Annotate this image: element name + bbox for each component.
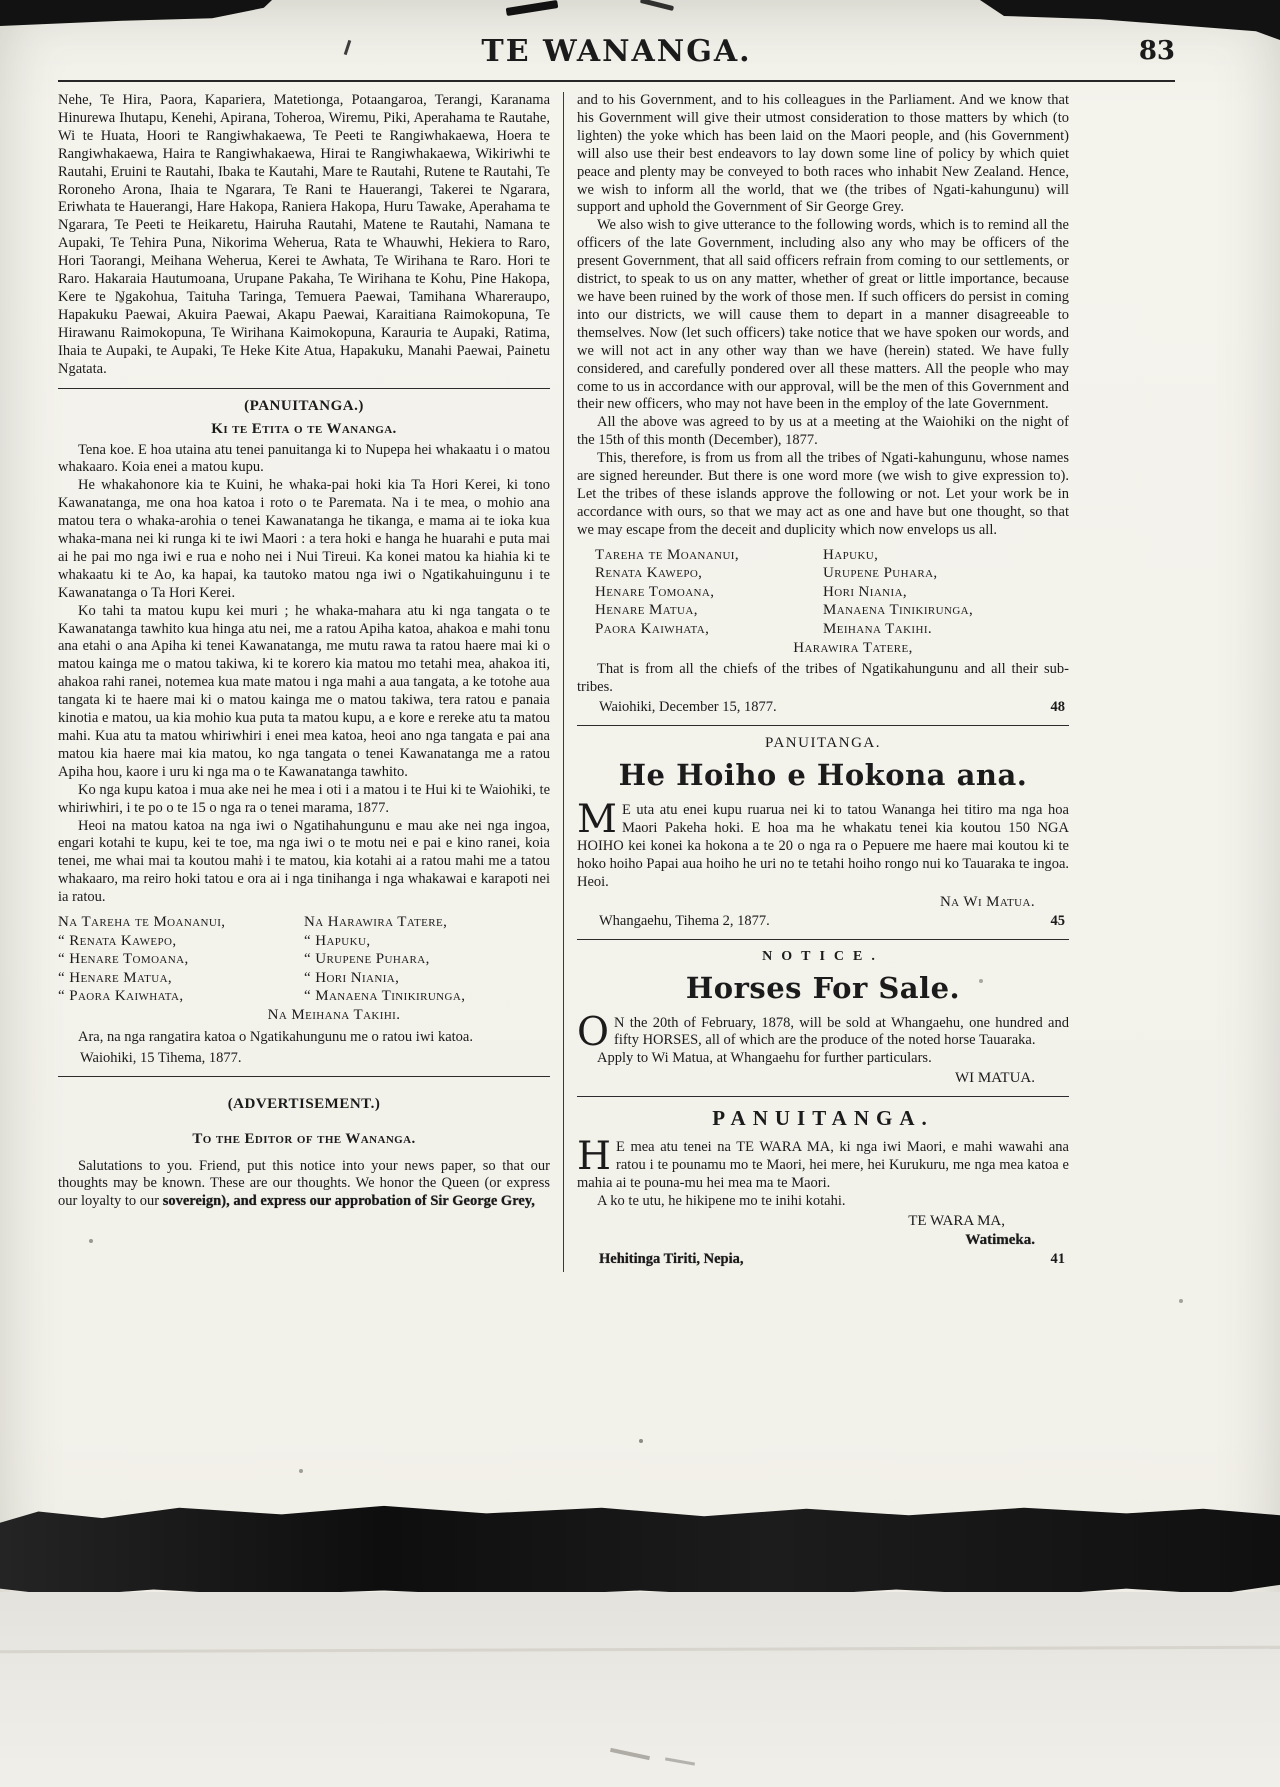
signature-name: “ Henare Tomoana, [58,951,189,968]
signature-name: Harawira Tatere, [793,639,913,656]
signature-name: Hori Niania, [823,583,908,600]
signature-name: Urupene Puhara, [823,565,938,582]
scan-artifact-bottom-band [0,1504,1280,1598]
item-number: 48 [1050,699,1065,716]
section-rule [577,1096,1069,1097]
signature-name: “ Renata Kawepo, [58,932,177,949]
signature-name: Tareha te Moananui, [595,546,740,563]
horse-ad-text: E uta atu enei kupu ruarua nei ki to tatou Wananga hei titiro ma nga hoa Maori Pakeha hoki. E hoa ma he whakatu tenei kia koutou 150 NGA HOIHO kei konei ka hokona a te 20 o nga ra o Pepuere me haere mai koutou ki te hoko hoiho Papai aua hoiho he uri no te tetahi hoiho rongo nui ko Tauaraka te ingoa. Heoi. [577,802,1069,890]
names-paragraph: Nehe, Te Hira, Paora, Kapariera, Matetionga, Potaangaroa, Terangi, Karanama Hinurewa Ihutapu, Kenehi, Apirana, Toheroa, Wiremu, Piki, Aperahama te Rautahe, Wi te Huata, Hoori te Rangiwhakaewa, Te Peeti te Rangiwhakaewa, Hoera te Rangiwhakaewa, Haira te Rangiwhakaewa, Hirai te Rangiwhakaewa, Wikiriwhi te Rautahi, Eruini te Rautahi, Ibaka te Kautahi, Mare te Rautahi, Rutene te Rautahi, Te Roroneho Arona, Ihaia te Ngarara, Te Rani te Hauerangi, Takerei te Ngarara, Eriwhata te Hauerangi, Hare Hakopa, Raniera Hakopa, Huru Tawake, Aperahama te Ngarara, Te Peeti te Heikaretu, Hairuha Rautahi, Matene te Rautahi, Namana te Aupaki, Te Tehira Puna, Nikorima Weherua, Rata te Whauwhi, Hekiera to Raro, Hori Taorangi, Meihana Weherua, Kerei te Awhata, Te Wirihana te Raro. Hori te Raro. Hakaraia Hautumoana, Urupane Pakaha, Te Wirihana te Kohu, Pine Hakopa, Kere te Ngakohua, Taituha Taringa, Temuera Paewai, Tamihana Whareraupo, Hapakuku Paewai, Akuira Paewai, Akapu Paewai, Karaitiana Raimokopuna, Te Hirawanu Raimokopuna, Te Wirihana Kaimokopuna, Karauria te Aupaki, Ratima, Ihaia te Aupaki, te Aupaki, Te Heke Kite Atua, Hapakuku, Manahi Paewai, Painetu Ngatata. [58,92,550,377]
scan-artifact-dash [506,0,559,16]
signature-name: “ Hapuku, [304,932,371,949]
advertisement-paragraph [58,1158,550,1212]
signature-column [577,546,823,639]
signature-name: “ Henare Matua, [58,969,173,986]
signature-name: Renata Kawepo, [595,565,703,582]
right-column [577,92,1069,1272]
paragraph: He whakahonore kia te Kuini, he whaka-pai hoki kia Ta Hori Kerei, ki tono Kawanatanga, me ona hoa katoa i roto o te Paremata. Na i te mea, o mohio ana matou tera o whaka-arohia o tenei Kawanatanga he tikanga, e mama ai te ioka kua whaka-mana nei ki runga ki te iwi Maori : a tera hoki e hanga he huarahi e puta mai ai he pai mo nga iwi e rua e noho nei i Nui Tireui. Ka konei matou ka hiahia ki te whakaatu ki te Ao, ka hapai, ka tautoko matou nga iwi o Ngatikahuingunu i te Kawanatanga o Ta Hori Kerei. [58,477,550,601]
dateline: Waiohiki, 15 Tihema, 1877. [80,1049,242,1066]
address-line: Hehitinga Tiriti, Nepia, [599,1250,744,1267]
horse-ad-heading: He Hoiho e Hokona ana. [618,758,1028,793]
paragraph: Heoi na matou katoa na nga iwi o Ngatihahungunu e mau ake nei nga ingoa, engari kotahi te kupu, kei te toe, ma nga iwi o te motu nei e pai e kino ranei, koia tenei, me whai mai ta koutou mahi i te matou, kia kotahi ai a ratou mahi me a tatou whakaaro, ma reiro hoki tatou e ora ai i nga tinihanga i nga whakawai e karapoti nei ia ratou. [58,817,550,906]
closing-line: That is from all the chiefs of the tribes of Ngatikahungunu and all their sub-tribes. [577,661,1069,696]
signature-name: Henare Matua, [595,602,698,619]
signature-name: Na Wi Matua. [939,893,1035,910]
price-line: A ko te utu, he hikipene mo te inihi kotahi. [597,1193,846,1209]
column-divider-rule [563,92,564,1272]
signature-name: Na Meihana Takihi. [267,1007,401,1024]
notice-label: NOTICE. [762,948,884,964]
advertisement-heading: (ADVERTISEMENT.) [227,1095,381,1112]
section-rule [577,725,1069,726]
notice-body [577,1009,1069,1055]
panuitanga-label: PANUITANGA. [765,735,881,752]
dateline: Whangaehu, Tihema 2, 1877. [599,912,770,929]
signature-column [823,546,1069,639]
item-number: 45 [1050,912,1065,929]
wara-ad-text: E mea atu tenei na TE WARA MA, ki nga iwi Maori, e mahi wawahi ana ratou i te pounamu mo te Maori, hei mere, hei Kurukuru, me nga mea katoa e mahia ai te pouna-mu hei mea ma te Maori. [577,1139,1069,1192]
signature-column [304,913,550,1006]
panuitanga-label-large: PANUITANGA. [712,1106,934,1131]
signature-name: Watimeka. [965,1231,1035,1248]
scan-artifact-dash [640,0,674,11]
scan-artifact-top-left [0,0,272,26]
paragraph: We also wish to give utterance to the following words, which is to remind all the officers of the late Government, including also any who may be officers of the present Government, that all said officers refrain from coming to our settlements, or district, to speak to us on any matter, whether of great or little importance, because we have been ruined by the work of those men. If such officers do persist in coming into our districts, we will cause them to depart in a manner disagreeable to themselves. Now (let such officers) take notice that we have spoken our words, and we will not act in any other way than we have (herein) stated. We have fully considered, and carefully pondered over all these matters. All the people who may come to us in accordance with our approval, will be the men of this Government and their new officers, who may not have been in the employ of the late Government. [577,217,1069,413]
header-rule [58,80,1175,82]
page-number: 83 [1138,36,1175,66]
signature-column [58,913,304,1006]
signature-name: Na Harawira Tatere, [304,914,448,931]
signature-name: WI MATUA. [955,1070,1035,1087]
newspaper-title: TE WANANGA. [481,34,752,69]
drop-cap: H [577,1134,612,1180]
paragraph: All the above was agreed to by us at a meeting at the Waiohiki on the night of the 15th of this month (December), 1877. [577,414,1069,449]
paragraph: Ko tahi ta matou kupu kei muri ; he whaka-mahara atu ki nga tangata o te Kawanatanga tawhito kua hinga atu nei, me a ratou Apiha katoa, ahakoa e mahi tonu ana etahi o ana Apiha ki tenei Kawanatanga, me mutu rawa ta ratou haere mai ki o matou kainga me o matou takiwa, ki te korero kia matou mo tetahi mea, ahakoa iti, ahakoa rahi ranei, notemea kua mate matou i nga mahi a aua tangata, a ke totohe aua tangata ki te haere mai ki o matou kainga me o matou takiwa, tera ratou e panaia kinotia e matou, ua kia mohio kua puta ta matou kupu, a e kore e rereke atu ta matou mahi. Kua atu ta matou whiriwhiri i enei mea katoa, heoi ano nga tangata e pai ana matou kia haere mai kia matou, ko nga tangata o tenei Kawanatanga me a ratou Apiha hou, kaore i uru ki nga ma o te Kawanatanga tawhito. [58,602,550,780]
scan-specks [0,0,2,2]
signature-name: Hapuku, [823,546,879,563]
drop-cap: M [577,797,617,843]
signature-name: “ Urupene Puhara, [304,951,430,968]
section-rule [58,1076,550,1077]
signature-name: Meihana Takihi. [823,621,933,638]
advertisement-text: Salutations to you. Friend, put this notice into your news paper, so that our thoughts may be known. These are our thoughts. We honor the Queen (or express our loyalty to our [58,1157,550,1210]
section-rule [577,939,1069,940]
signature-block [577,546,1069,639]
paragraph: Ko nga kupu katoa i mua ake nei he mea i oti i a matou i te Hui ki te Waiohiki, te whiriwhiri, i te po o te 15 o nga ra o tenei marama, 1877. [58,781,550,816]
signature-block [58,913,550,1006]
paragraph: This, therefore, is from us from all the tribes of Ngati-kahungunu, whose names are signed hereunder. But there is one word more (we wish to give expression to). Let the tribes of these islands approve the following or not. Let your work be in accordance with ours, so that we may act as one and have but one thought, so that we may escape from the deceit and duplicity which now envelops us all. [577,450,1069,538]
page-header [58,34,1175,74]
notice-text: N the 20th of February, 1878, will be sold at Whangaehu, one hundred and fifty HORSES, all of which are the produce of the noted horse Tauaraka. [613,1014,1069,1049]
horses-for-sale-heading: Horses For Sale. [685,970,961,1005]
signature-name: Paora Kaiwhata, [595,621,710,638]
left-column [58,92,550,1272]
drop-cap: O [577,1009,609,1055]
apply-line: Apply to Wi Matua, at Whangaehu for further particulars. [597,1050,932,1067]
horse-ad-body [577,797,1069,892]
dateline: Waiohiki, December 15, 1877. [599,699,777,716]
panuitanga-heading: (PANUITANGA.) [244,397,364,414]
editor-subheading: To the Editor of the Wananga. [192,1130,416,1147]
signature-name: Henare Tomoana, [595,583,715,600]
wara-ad-body [577,1134,1069,1193]
paragraph: Tena koe. E hoa utaina atu tenei panuitanga ki to Nupepa hei whakaatu i o matou whakaaro. Koia enei a matou kupu. [58,441,550,476]
signature-name: “ Paora Kaiwhata, [58,988,184,1005]
signature-name: “ Hori Niania, [304,969,400,986]
signature-name: Na Tareha te Moananui, [58,914,226,931]
item-number: 41 [1050,1250,1065,1267]
section-rule [58,388,550,389]
closing-line: Ara, na nga rangatira katoa o Ngatikahungunu me o ratou iwi katoa. [78,1028,473,1045]
content-columns [58,92,1175,1272]
paragraph: and to his Government, and to his colleagues in the Parliament. And we know that his Government will give their utmost consideration to those matters by which (to lighten) the yoke which has been laid on the Maori people, and (his Government) will also use their best endeavors to lay down some line of policy by which quiet peace and plenty may be conveyed to both races who inhabit New Zealand. Hence, we wish to inform all the world, that we (the tribes of Ngati-kahungunu) will support and uphold the Government of Sir George Grey. [577,92,1069,216]
signature-name: TE WARA MA, [908,1212,1005,1229]
advertisement-text-smudged: sovereign), and express our approbation of Sir George Grey, [162,1193,535,1210]
signature-name: Manaena Tinikirunga, [823,602,974,619]
panuitanga-subheading: Ki te Etita o te Wananga. [211,420,397,437]
signature-name: “ Manaena Tinikirunga, [304,988,466,1005]
